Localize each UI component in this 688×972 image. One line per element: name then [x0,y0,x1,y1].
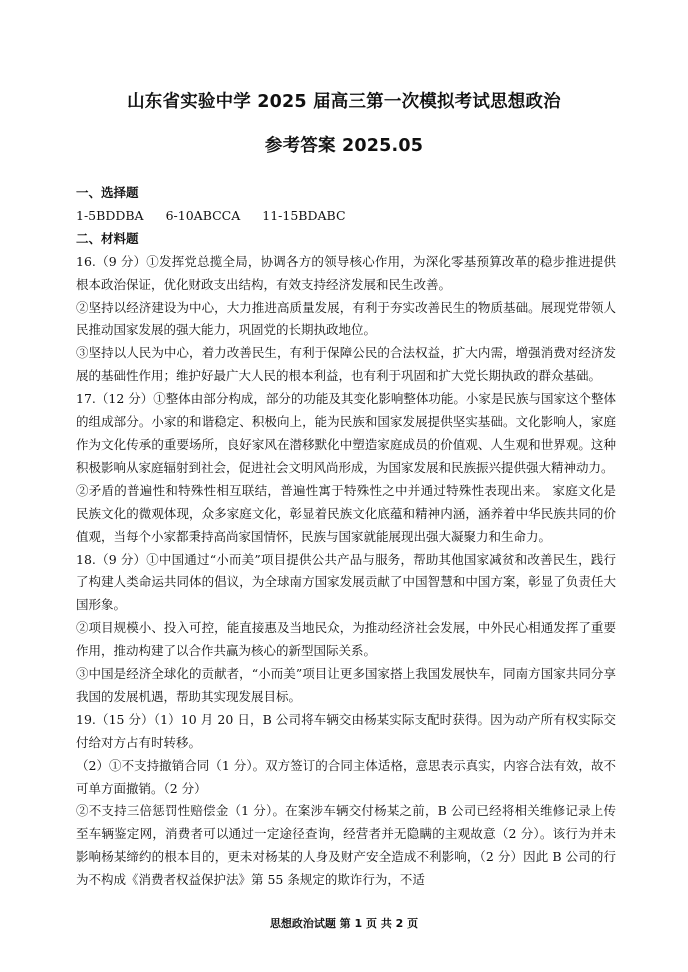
section-heading-choice: 一、选择题 [76,185,139,200]
answer-paragraph: ②不支持三倍惩罚性赔偿金（1 分）。在案涉车辆交付杨某之前，B 公司已经将相关维修记录上传至车辆鉴定网，消费者可以通过一定途径查询，经营者并无隐瞒的主观故意（2 分）。该行为并未影响杨某缔约的根本目的，更未对杨某的人身及财产安全造成不利影响，（2 分）因此 B 公司的行为不构成《消费者权益保护法》第 55 条规定的欺诈行为，不适 [76,803,616,888]
answer-paragraph: （2）①不支持撤销合同（1 分）。双方签订的合同主体适格，意思表示真实，内容合法有效，故不可单方面撤销。（2 分） [76,757,616,796]
section-heading-material: 二、材料题 [76,230,139,246]
answer-paragraph: ②项目规模小、投入可控，能直接惠及当地民众，为推动经济社会发展，中外民心相通发挥了重要作用，推动构建了以合作共赢为核心的新型国际关系。 [76,620,616,659]
answer-paragraph: ③坚持以人民为中心，着力改善民生，有利于保障公民的合法权益，扩大内需，增强消费对经济发展的基础性作用；维护好最广大人民的根本利益，也有利于巩固和扩大党长期执政的群众基础。 [76,345,616,384]
document-title: 山东省实验中学 2025 届高三第一次模拟考试思想政治 [127,92,561,112]
answer-content [76,182,616,892]
answer-group: 1-5BDDBA [76,207,144,223]
answer-paragraph: 17.（12 分）①整体由部分构成，部分的功能及其变化影响整体功能。小家是民族与国家这个整体的组成部分。小家的和谐稳定、积极向上，能为民族和国家发展提供坚实基础。文化影响人，家庭作为文化传承的重要场所，良好家风在潜移默化中塑造家庭成员的价值观、人生观和世界观。这种积极影响从家庭辐射到社会，促进社会文明风尚形成，为国家发展和民族振兴提供强大精神动力。 [76,391,616,475]
answer-paragraph: 16.（9 分）①发挥党总揽全局，协调各方的领导核心作用，为深化零基预算改革的稳步推进提供根本政治保证，优化财政支出结构，有效支持经济发展和民生改善。 [76,253,616,292]
document-subtitle: 参考答案 2025.05 [264,136,424,156]
choice-answers [76,205,616,228]
answer-paragraph: 19.（15 分）（1）10 月 20 日，B 公司将车辆交由杨某实际支配时获得。因为动产所有权实际交付给对方占有时转移。 [76,711,616,750]
answer-paragraph: ③中国是经济全球化的贡献者，“小而美”项目让更多国家搭上我国发展快车，同南方国家共同分享我国的发展机遇，帮助其实现发展目标。 [76,666,616,704]
answer-paragraph: 18.（9 分）①中国通过“小而美”项目提供公共产品与服务，帮助其他国家减贫和改善民生，践行了构建人类命运共同体的倡议，为全球南方国家发展贡献了中国智慧和中国方案，彰显了负责任大国形象。 [76,551,616,613]
page-footer: 思想政治试题 第 1 页 共 2 页 [269,917,419,930]
answer-group: 11-15BDABC [262,207,346,223]
answer-paragraph: ②坚持以经济建设为中心，大力推进高质量发展，有利于夯实改善民生的物质基础。展现党带领人民推动国家发展的强大能力，巩固党的长期执政地位。 [76,299,616,338]
answer-group: 6-10ABCCA [165,207,241,223]
answer-paragraph: ②矛盾的普遍性和特殊性相互联结，普遍性寓于特殊性之中并通过特殊性表现出来。 家庭文化是民族文化的微观体现，众多家庭文化，彰显着民族文化底蕴和精神内涵，涵养着中华民族共同的价值观，当每个小家都秉持高尚家国情怀，民族与国家就能展现出强大凝聚力和生命力。 [76,482,616,544]
